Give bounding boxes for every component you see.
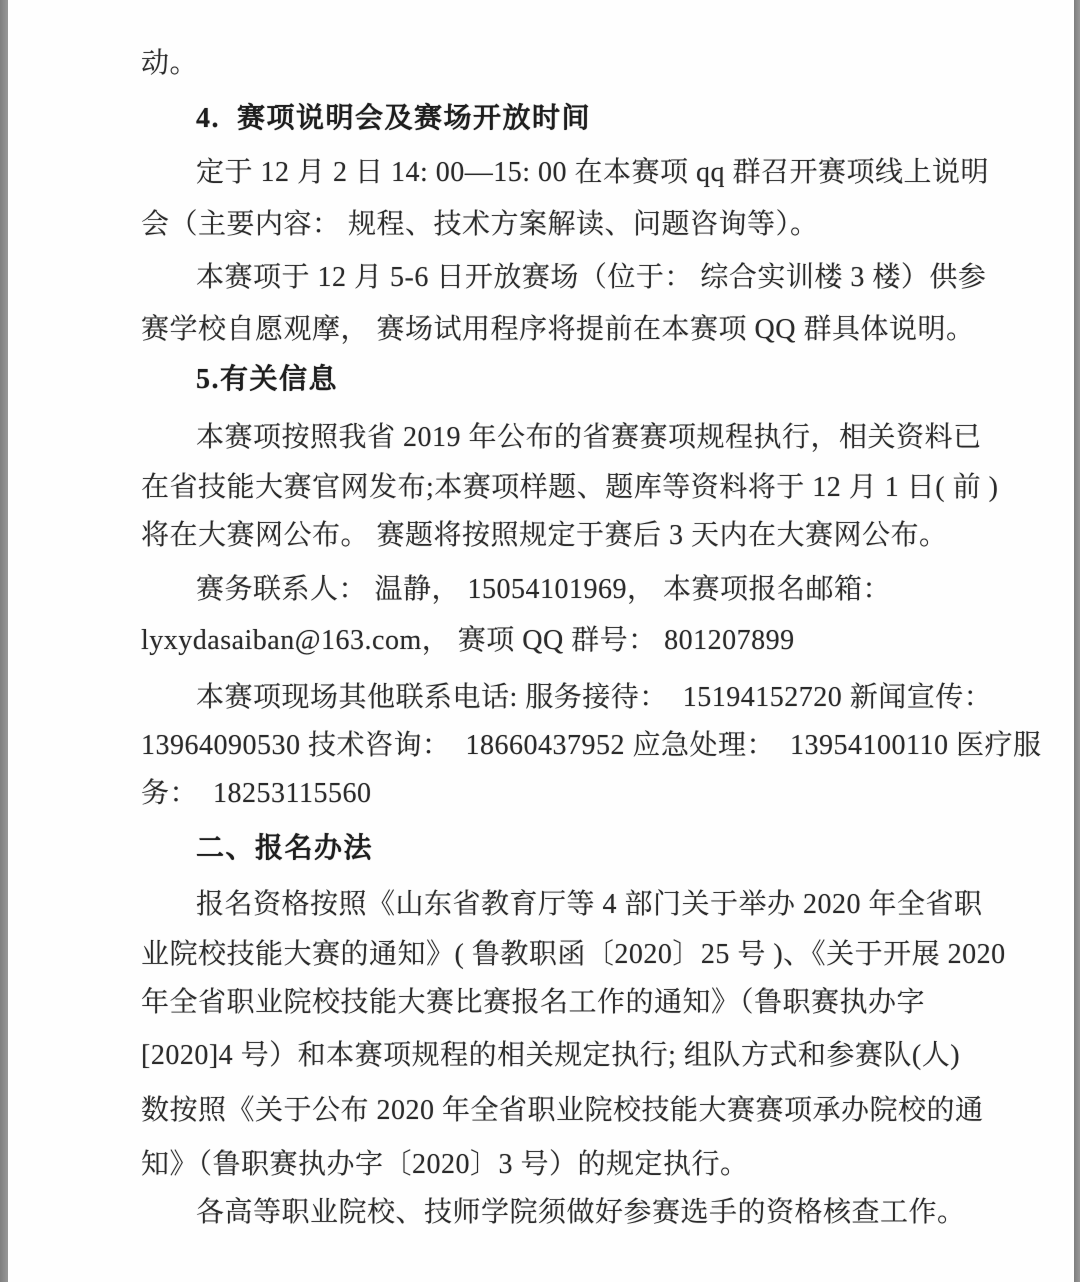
document-line: 本赛项于 12 月 5-6 日开放赛场（位于： 综合实训楼 3 楼）供参 <box>196 262 987 293</box>
document-line: [2020]4 号）和本赛项规程的相关规定执行; 组队方式和参赛队(人) <box>141 1040 961 1071</box>
page-left-edge <box>0 0 8 1282</box>
section-heading-enrollment: 二、报名办法 <box>196 833 374 864</box>
section-heading-4: 4. 赛项说明会及赛场开放时间 <box>196 103 592 134</box>
onsite-phones-line: 务： 18253115560 <box>141 778 372 809</box>
document-line: 数按照《关于公布 2020 年全省职业院校技能大赛赛项承办院校的通 <box>141 1095 984 1126</box>
document-line: 业院校技能大赛的通知》( 鲁教职函〔2020〕25 号 )、《关于开展 2020 <box>141 939 1006 970</box>
document-line: 在省技能大赛官网发布;本赛项样题、题库等资料将于 12 月 1 日( 前 ) <box>141 472 999 503</box>
document-line: 将在大赛网公布。 赛题将按照规定于赛后 3 天内在大赛网公布。 <box>141 520 948 551</box>
onsite-phones-line: 13964090530 技术咨询： 18660437952 应急处理： 13954100110 医疗服 <box>141 730 1042 761</box>
document-line: 本赛项按照我省 2019 年公布的省赛赛项规程执行，相关资料已 <box>196 422 982 453</box>
onsite-phones-line: 本赛项现场其他联系电话: 服务接待： 15194152720 新闻宣传： <box>196 682 993 713</box>
page-right-edge <box>1074 0 1080 1282</box>
document-line: 会（主要内容： 规程、技术方案解读、问题咨询等）。 <box>141 209 819 240</box>
contact-person-line: 赛务联系人： 温静， 15054101969， 本赛项报名邮箱： <box>196 574 892 605</box>
document-line: 赛学校自愿观摩， 赛场试用程序将提前在本赛项 QQ 群具体说明。 <box>141 314 975 345</box>
contact-email-line: lyxydasaiban@163.com， 赛项 QQ 群号： 801207899 <box>141 625 795 656</box>
document-line: 年全省职业院校技能大赛比赛报名工作的通知》（鲁职赛执办字 <box>141 987 926 1018</box>
section-heading-5: 5.有关信息 <box>196 364 339 395</box>
document-line: 各高等职业院校、技师学院须做好参赛选手的资格核查工作。 <box>196 1197 966 1228</box>
document-line: 动。 <box>141 48 199 79</box>
document-line: 知》（鲁职赛执办字〔2020〕3 号）的规定执行。 <box>141 1149 749 1180</box>
document-line: 定于 12 月 2 日 14: 00—15: 00 在本赛项 qq 群召开赛项线上说明 <box>196 157 990 188</box>
document-line: 报名资格按照《山东省教育厅等 4 部门关于举办 2020 年全省职 <box>196 889 983 920</box>
